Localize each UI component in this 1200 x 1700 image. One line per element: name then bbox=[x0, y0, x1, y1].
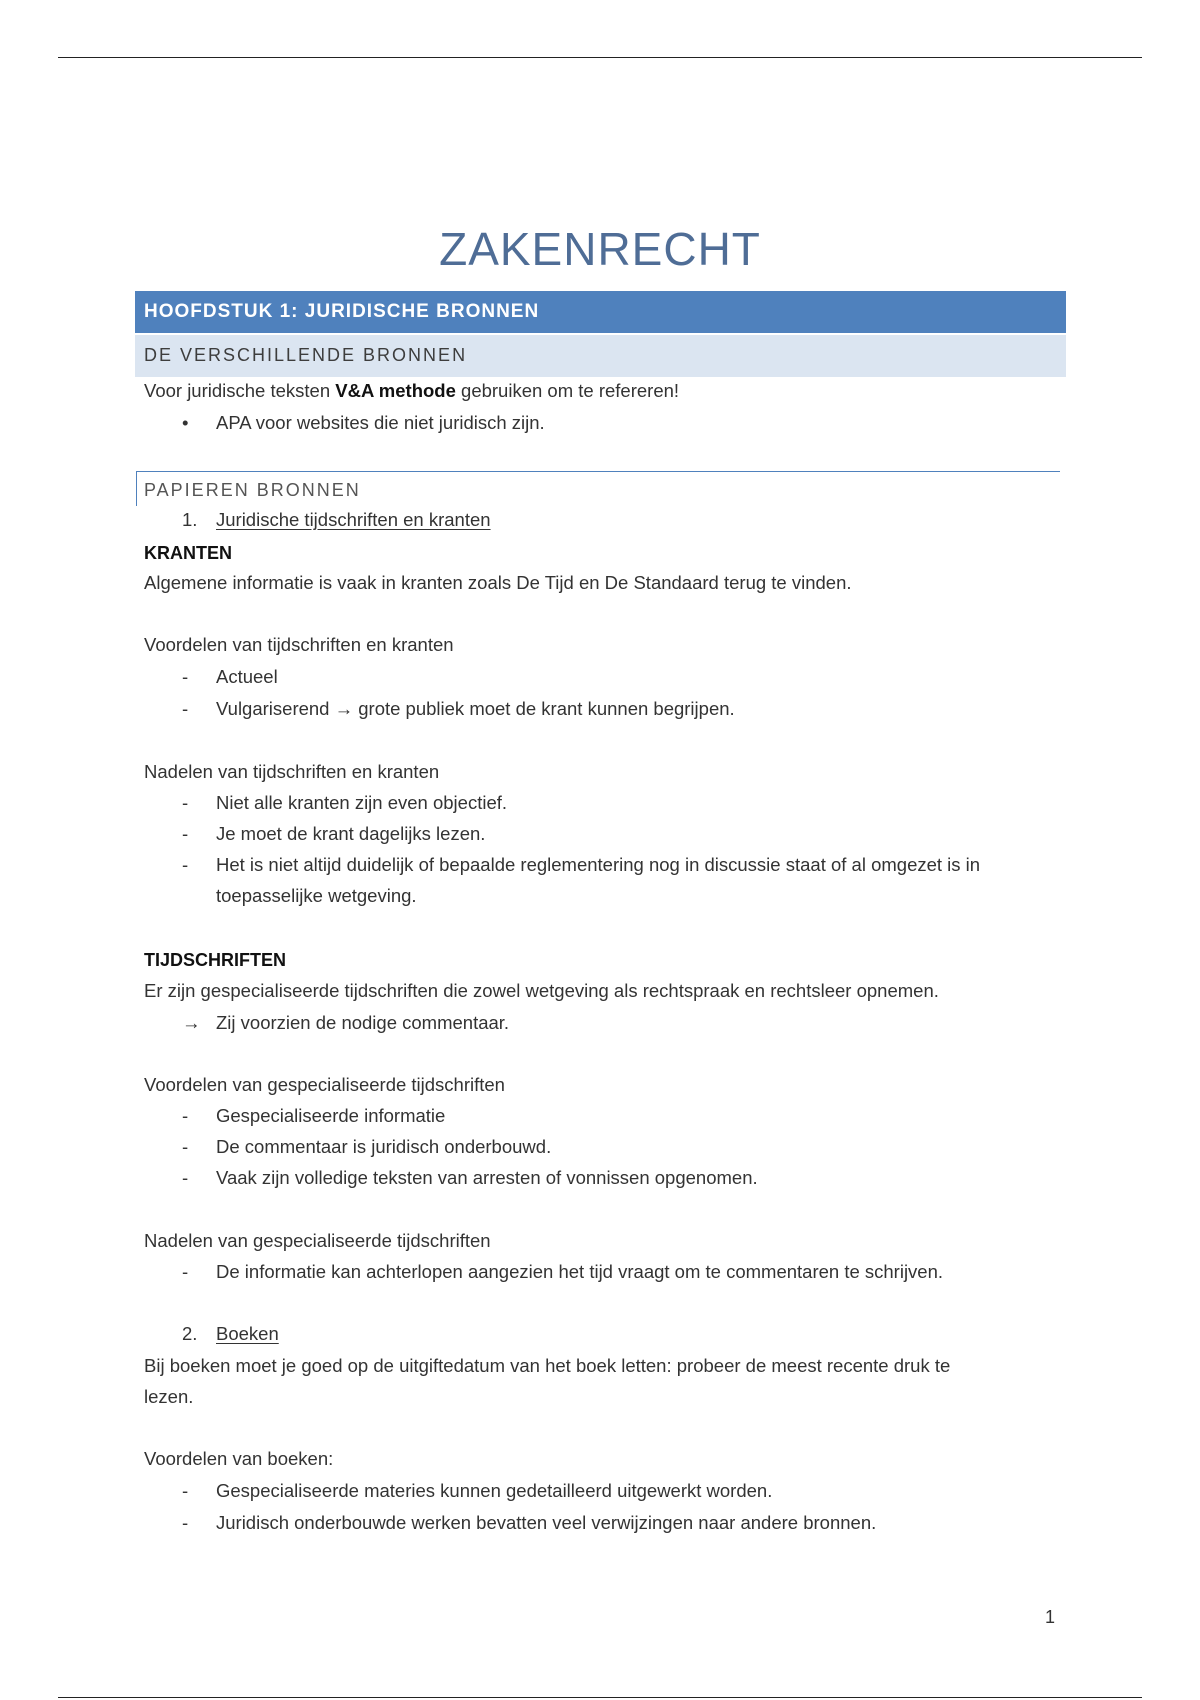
dash-icon: - bbox=[182, 1136, 189, 1157]
kranten-text: Algemene informatie is vaak in kranten zoals De Tijd en De Standaard terug te vinden. bbox=[144, 572, 852, 593]
list-item: Actueel bbox=[216, 666, 278, 687]
dash-icon: - bbox=[182, 1105, 189, 1126]
list-item: Vulgariserend → grote publiek moet de krant kunnen begrijpen. bbox=[216, 698, 735, 719]
list-item: Vaak zijn volledige teksten van arresten of vonnissen opgenomen. bbox=[216, 1167, 758, 1188]
list-item-boeken: Boeken bbox=[216, 1323, 279, 1344]
list-item: Gespecialiseerde informatie bbox=[216, 1105, 446, 1126]
tijdschriften-nadelen-title: Nadelen van gespecialiseerde tijdschriften bbox=[144, 1230, 491, 1251]
chapter-heading: HOOFDSTUK 1: JURIDISCHE BRONNEN bbox=[135, 291, 1066, 333]
bullet-icon: • bbox=[182, 412, 189, 433]
list-item: Niet alle kranten zijn even objectief. bbox=[216, 792, 508, 813]
dash-icon: - bbox=[182, 1480, 189, 1501]
dash-icon: - bbox=[182, 698, 189, 719]
subsection-heading: PAPIEREN BRONNEN bbox=[144, 480, 361, 500]
list-item: Gespecialiseerde materies kunnen gedetailleerd uitgewerkt worden. bbox=[216, 1480, 773, 1501]
header-rule bbox=[58, 57, 1142, 58]
list-item: Het is niet altijd duidelijk of bepaalde reglementering nog in discussie staat of al omgezet is in bbox=[216, 854, 981, 875]
document-title: ZAKENRECHT bbox=[439, 223, 761, 275]
list-number: 1. bbox=[182, 509, 198, 530]
tijdschriften-label: TIJDSCHRIFTEN bbox=[144, 950, 287, 970]
boeken-text: Bij boeken moet je goed op de uitgiftedatum van het boek letten: probeer de meest recente druk te bbox=[144, 1355, 951, 1376]
list-item-tijdschriften-kranten: Juridische tijdschriften en kranten bbox=[216, 509, 491, 530]
list-item: Je moet de krant dagelijks lezen. bbox=[216, 823, 486, 844]
dash-icon: - bbox=[182, 792, 189, 813]
boeken-text-continuation: lezen. bbox=[144, 1386, 194, 1407]
tijdschriften-text: Er zijn gespecialiseerde tijdschriften die zowel wetgeving als rechtspraak en rechtsleer opnemen. bbox=[144, 980, 939, 1001]
footer-rule bbox=[58, 1697, 1142, 1698]
boeken-voordelen-title: Voordelen van boeken: bbox=[144, 1448, 334, 1469]
list-item: De informatie kan achterlopen aangezien het tijd vraagt om te commentaren te schrijven. bbox=[216, 1261, 944, 1282]
intro-paragraph: Voor juridische teksten V&A methode gebruiken om te refereren! bbox=[144, 380, 680, 401]
dash-icon: - bbox=[182, 666, 189, 687]
list-number: 2. bbox=[182, 1323, 198, 1344]
dash-icon: - bbox=[182, 1512, 189, 1533]
arrow-item: Zij voorzien de nodige commentaar. bbox=[216, 1012, 510, 1033]
intro-bullet-item: APA voor websites die niet juridisch zijn. bbox=[216, 412, 545, 433]
dash-icon: - bbox=[182, 823, 189, 844]
kranten-nadelen-title: Nadelen van tijdschriften en kranten bbox=[144, 761, 440, 782]
list-item: De commentaar is juridisch onderbouwd. bbox=[216, 1136, 552, 1157]
dash-icon: - bbox=[182, 854, 189, 875]
dash-icon: - bbox=[182, 1261, 189, 1282]
list-item: Juridisch onderbouwde werken bevatten veel verwijzingen naar andere bronnen. bbox=[216, 1512, 877, 1533]
tijdschriften-voordelen-title: Voordelen van gespecialiseerde tijdschriften bbox=[144, 1074, 505, 1095]
page-number: 1 bbox=[1045, 1607, 1056, 1627]
section-heading: DE VERSCHILLENDE BRONNEN bbox=[135, 335, 1066, 377]
arrow-icon: → bbox=[182, 1012, 201, 1033]
kranten-voordelen-title: Voordelen van tijdschriften en kranten bbox=[144, 634, 454, 655]
kranten-label: KRANTEN bbox=[144, 543, 232, 563]
dash-icon: - bbox=[182, 1167, 189, 1188]
list-item-continuation: toepasselijke wetgeving. bbox=[216, 885, 417, 906]
